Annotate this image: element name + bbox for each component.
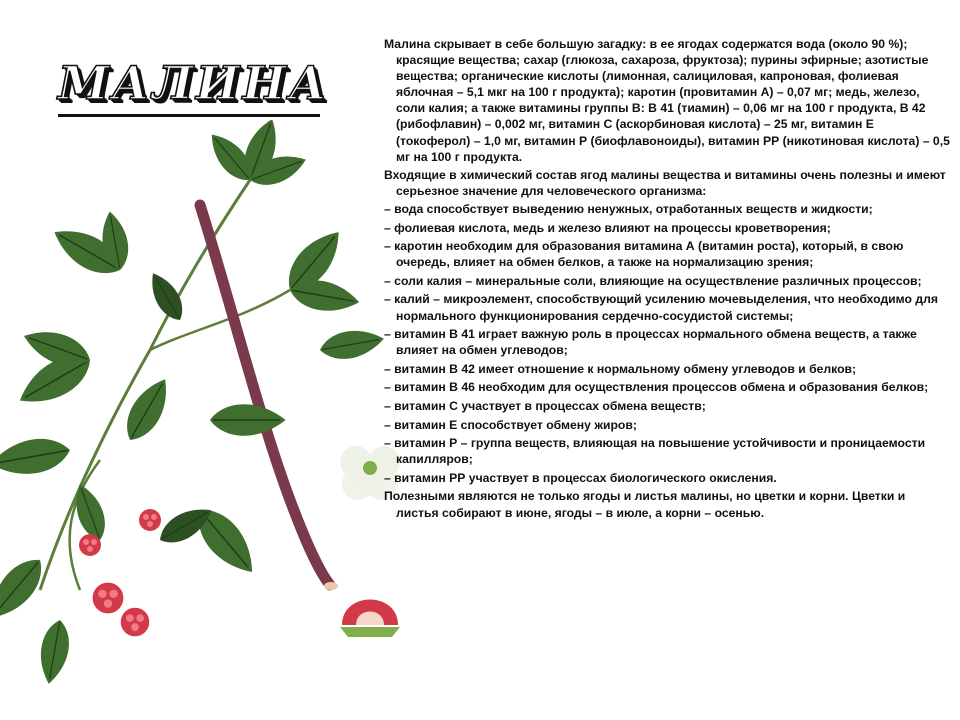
intro-paragraph: Малина скрывает в себе большую загадку: в ее ягодах содержатся вода (около 90 %); красящие вещества; сахар (глюкоза, сахароза, фруктоза); пурины эфирные; азотистые вещества; органические кислоты (лимонная, салициловая, капроновая, фолиевая яблочная – 5,1 мкг на 100 г продукта); каротин (провитамин А) – 0,07 мг; медь, железо, соли калия; а также витамины группы В: В 41 (тиамин) – 0,06 мг на 100 г продукта, В 42 (рибофлавин) – 0,002 мг, витамин С (аскорбиновая кислота) – 25 мг, витамин Е (токоферол) – 1,0 мг, витамин Р (биофлавоноиды), витамин РР (никотиновая кислота) – 0,5 мг на 100 г продукта. — [384, 37, 950, 164]
berry — [79, 534, 101, 556]
title-underline — [58, 114, 320, 117]
raspberry-illustration — [0, 120, 420, 720]
list-item: – витамин Е способствует обмену жиров; — [384, 417, 637, 432]
list-item: – каротин необходим для образования витамина А (витамин роста), который, в свою очередь, влияет на обмен белков, а также на нормализацию зрения; — [384, 239, 904, 270]
leaf — [117, 372, 177, 447]
benefits-list — [384, 201, 950, 486]
stem-cut-end — [324, 582, 338, 590]
closing-paragraph: Полезными являются не только ягоды и листья малины, но цветки и корни. Цветки и листья собирают в июне, ягоды – в июле, а корни – осенью. — [384, 489, 906, 520]
list-item: – фолиевая кислота, медь и железо влияют на процессы кроветворения; — [384, 220, 831, 235]
leaf-group — [0, 120, 386, 686]
leaf — [35, 618, 73, 687]
page-title: МАЛИНА — [58, 56, 330, 110]
leaf — [0, 550, 52, 628]
list-item: – витамин С участвует в процессах обмена веществ; — [384, 398, 706, 413]
berry — [121, 608, 150, 637]
list-item: – витамин Р – группа веществ, влияющая на повышение устойчивости и проницаемости капилляров; — [384, 436, 926, 467]
list-item: – соли калия – минеральные соли, влияющие на осуществление различных процессов; — [384, 273, 922, 288]
leaf — [0, 433, 73, 480]
list-item: – витамин В 41 играет важную роль в процессах нормального обмена веществ, а также влияет на обмен углеводов; — [384, 327, 917, 358]
berry — [139, 509, 161, 531]
leaf — [318, 325, 387, 363]
leaf — [210, 404, 286, 436]
list-item: – витамин РР участвует в процессах биологического окисления. — [384, 470, 777, 485]
berry-cross-section — [340, 600, 400, 638]
list-item: – витамин В 46 необходим для осуществления процессов обмена и образования белков; — [384, 380, 929, 395]
text-content — [384, 36, 950, 523]
list-item: – калий – микроэлемент, способствующий усилению мочевыделения, что необходимо для нормального функционирования сердечно-сосудистой системы; — [384, 292, 938, 323]
list-item: – вода способствует выведению ненужных, отработанных веществ и жидкости; — [384, 201, 873, 216]
list-item: – витамин В 42 имеет отношение к нормальному обмену углеводов и белков; — [384, 361, 857, 376]
composition-paragraph: Входящие в химический состав ягод малины вещества и витамины очень полезны и имеют серьезное значение для человеческого организма: — [384, 167, 946, 198]
berry — [93, 583, 124, 614]
